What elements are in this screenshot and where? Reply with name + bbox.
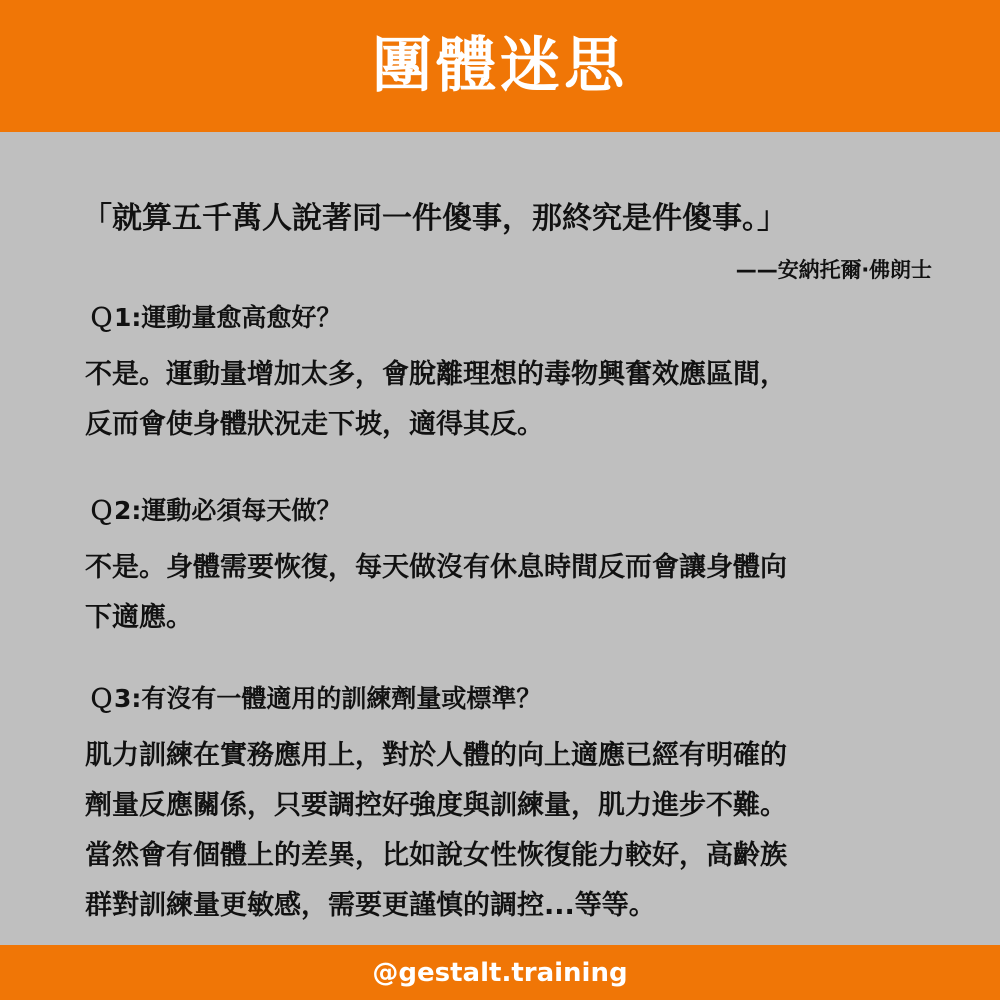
question-3: Ｑ3:有沒有一體適用的訓練劑量或標準？ [89,684,542,713]
qa-block-2 [85,498,925,643]
answer-3-line-1: 肌力訓練在實務應用上，對於人體的向上適應已經有明確的 [85,740,787,771]
question-2: Ｑ2:運動必須每天做？ [89,496,342,525]
answer-3-line-4: 群對訓練量更敏感，需要更謹慎的調控...等等。 [85,890,656,921]
answer-3-line-2: 劑量反應關係，只要調控好強度與訓練量，肌力進步不難。 [85,790,787,821]
answer-2-line-1: 不是。身體需要恢復，每天做沒有休息時間反而會讓身體向 [85,552,787,583]
answer-2 [85,543,925,643]
page-title: 團體迷思 [372,31,628,101]
qa-block-1 [85,305,925,450]
answer-1-line-1: 不是。運動量增加太多，會脫離理想的毒物興奮效應區間， [85,359,787,390]
answer-1 [85,350,925,450]
quote-text: 「就算五千萬人說著同一件傻事，那終究是件傻事。」 [82,201,787,236]
answer-2-line-2: 下適應。 [85,602,193,633]
footer-handle: @gestalt.training [372,957,628,988]
answer-1-line-2: 反而會使身體狀況走下坡，適得其反。 [85,409,544,440]
qa-block-3 [85,686,925,931]
question-1: Ｑ1:運動量愈高愈好？ [89,303,342,332]
footer-banner [0,945,1000,1000]
answer-3-line-3: 當然會有個體上的差異，比如說女性恢復能力較好，高齡族 [85,840,787,871]
answer-3 [85,731,925,931]
content-area [0,132,1000,945]
header-banner [0,0,1000,132]
quote-attribution: ——安納托爾‧佛朗士 [735,258,932,282]
